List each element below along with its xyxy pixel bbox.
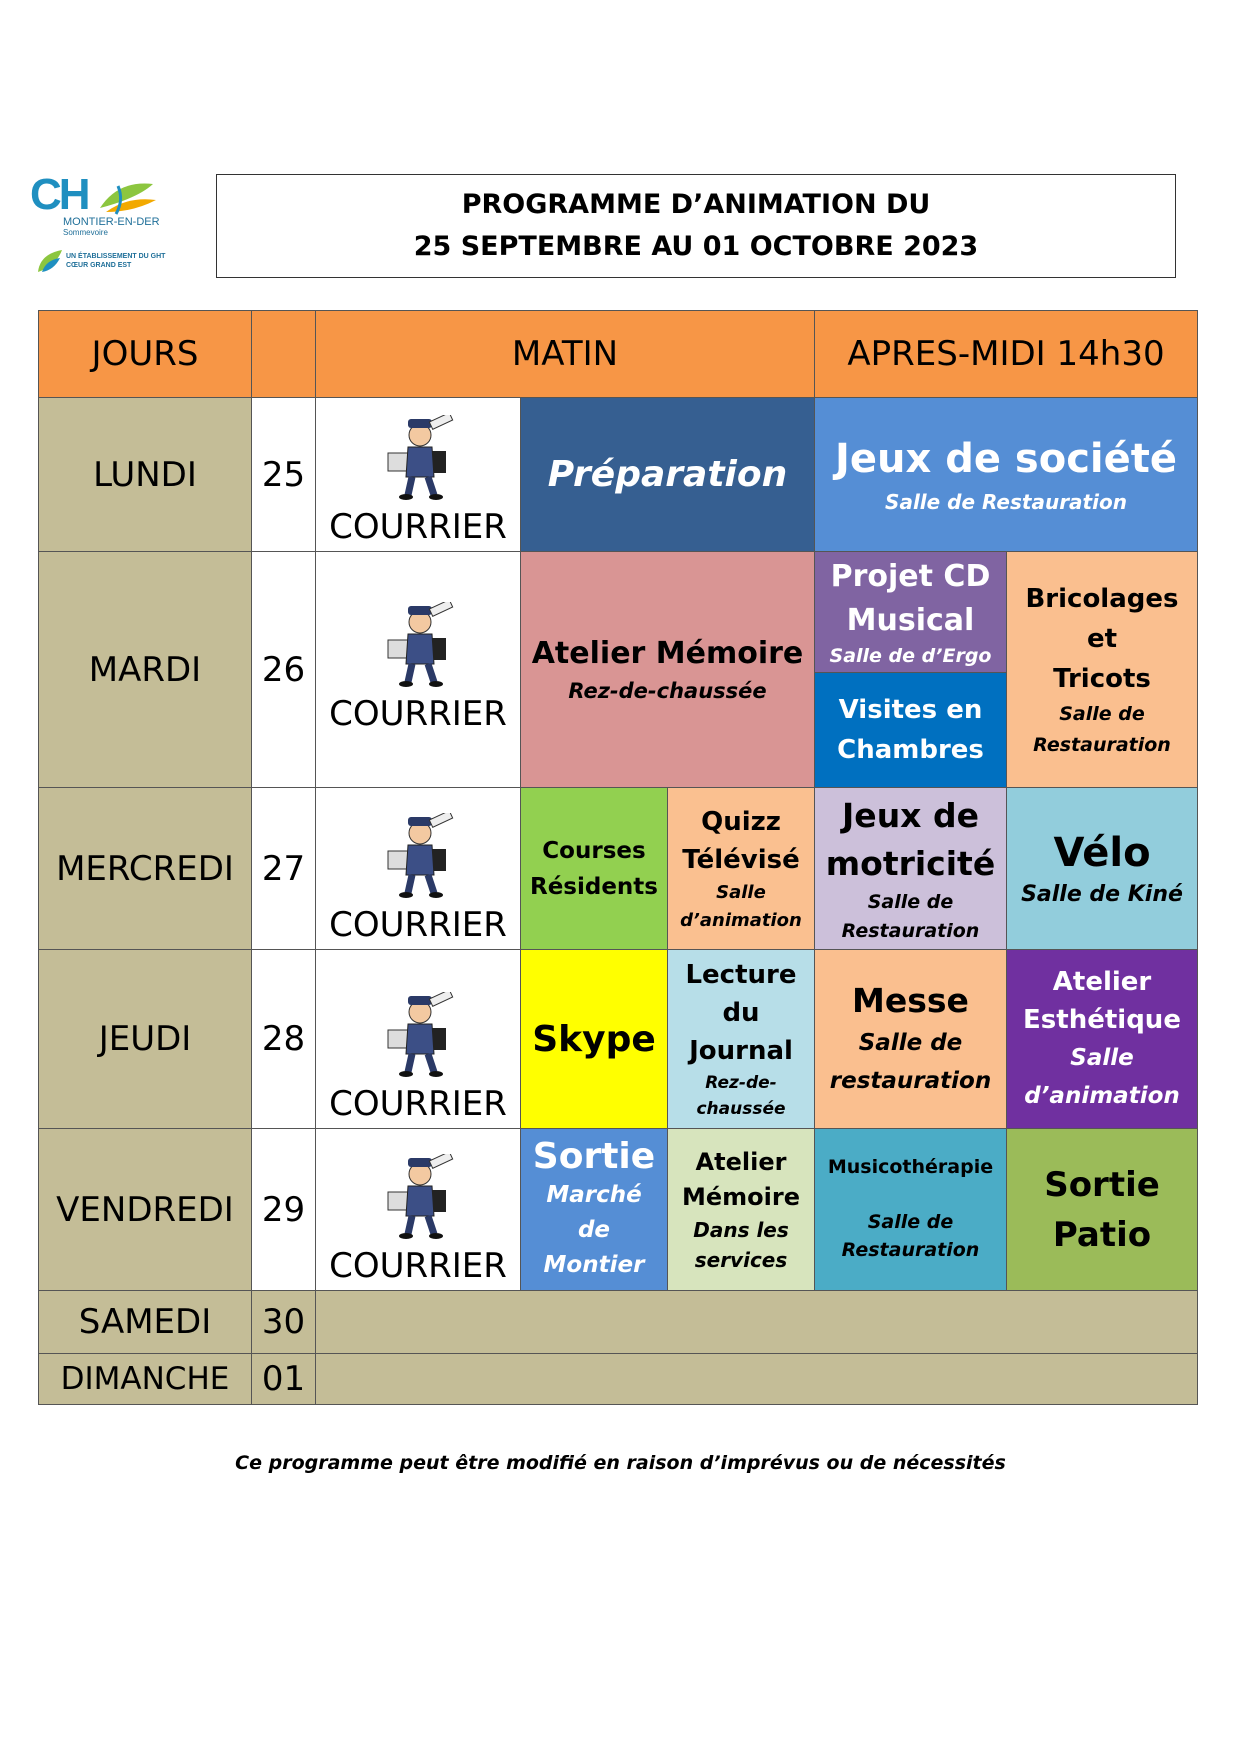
activity-title-1: Lecture [685, 960, 797, 990]
activity-place: Rez-de-chaussée [568, 679, 767, 703]
title-line-1: PROGRAMME D’ANIMATION DU [461, 189, 931, 220]
activity-sortie-patio [1006, 1128, 1198, 1291]
activity-place-1: Salle [1070, 1045, 1134, 1071]
day-label: JEUDI [38, 949, 252, 1129]
header-matin: MATIN [315, 310, 815, 398]
courrier-label: COURRIER [329, 905, 507, 945]
courrier-cell [315, 397, 521, 552]
activity-title-2: Chambres [837, 735, 984, 765]
activity-musicotherapie [814, 1128, 1007, 1291]
activity-title-1: Sortie [1044, 1164, 1160, 1205]
postman-icon [378, 992, 458, 1078]
activity-title: Sortie [532, 1136, 656, 1177]
activity-title-2: Télévisé [682, 844, 800, 875]
courrier-cell [315, 949, 521, 1129]
logo-town: MONTIER-EN-DER [63, 216, 160, 228]
postman-icon [378, 1154, 458, 1240]
day-number: 29 [251, 1128, 316, 1291]
empty-cell [315, 1353, 1198, 1405]
day-number: 28 [251, 949, 316, 1129]
logo-subtitle: Sommevoire [63, 228, 108, 237]
activity-title: Messe [852, 981, 969, 1020]
title-box [216, 174, 1176, 278]
activity-sortie-marche [520, 1128, 668, 1291]
activity-title: Musicothérapie [827, 1155, 994, 1178]
activity-lecture [667, 949, 815, 1129]
activity-title-2: Patio [1052, 1214, 1152, 1255]
activity-bricolages [1006, 551, 1198, 788]
day-number: 30 [251, 1290, 316, 1354]
activity-title-1: Courses [542, 837, 646, 864]
activity-jeux-societe [814, 397, 1198, 552]
day-label: LUNDI [38, 397, 252, 552]
leaf-icon [98, 178, 158, 218]
activity-place-2: d’animation [680, 909, 802, 931]
header-apres-midi: APRES-MIDI 14h30 [814, 310, 1198, 398]
activity-place-2: restauration [829, 1068, 992, 1094]
day-label: DIMANCHE [38, 1353, 252, 1405]
activity-title-2: Musical [846, 603, 975, 638]
activity-place-1: Salle de [858, 1030, 963, 1056]
day-label: MERCREDI [38, 787, 252, 950]
activity-place: Salle de Restauration [885, 489, 1127, 514]
activity-velo [1006, 787, 1198, 950]
header-jours: JOURS [38, 310, 252, 398]
day-number: 27 [251, 787, 316, 950]
activity-place: Salle de d’Ergo [829, 645, 992, 667]
courrier-label: COURRIER [329, 693, 507, 734]
activity-place-3: Montier [543, 1252, 645, 1278]
logo-ght-text: UN ÉTABLISSEMENT DU GHT CŒUR GRAND EST [66, 253, 166, 269]
activity-title: Jeux de société [835, 435, 1177, 482]
activity-place-2: Restauration [841, 919, 980, 942]
activity-title-2: et [1086, 623, 1118, 654]
postman-icon [378, 602, 458, 688]
activity-title-2: Mémoire [682, 1182, 800, 1211]
activity-place-2: Restauration [1033, 733, 1171, 756]
activity-title-1: Quizz [701, 806, 781, 837]
activity-title-2: motricité [825, 843, 996, 883]
activity-title-2: Esthétique [1023, 1005, 1181, 1035]
activity-skype [520, 949, 668, 1129]
title-line-2: 25 SEPTEMBRE AU 01 OCTOBRE 2023 [413, 231, 979, 262]
activity-title-3: Journal [689, 1036, 793, 1066]
day-number: 25 [251, 397, 316, 552]
day-label: VENDREDI [38, 1128, 252, 1291]
activity-messe [814, 949, 1007, 1129]
activity-title-1: Visites en [838, 695, 983, 725]
activity-title-2: du [722, 998, 760, 1028]
activity-place-2: de [577, 1217, 611, 1243]
activity-title: Préparation [547, 454, 788, 495]
activity-title-1: Bricolages [1025, 583, 1179, 614]
courrier-cell [315, 551, 521, 788]
activity-title: Vélo [1053, 830, 1151, 876]
activity-memoire-services [667, 1128, 815, 1291]
activity-place-1: Salle de [867, 1210, 954, 1233]
activity-title-1: Jeux de [842, 795, 979, 835]
activity-place-2: d’animation [1024, 1083, 1180, 1109]
courrier-cell [315, 1128, 521, 1291]
activity-place-2: Restauration [841, 1238, 980, 1261]
activity-place-1: Marché [546, 1182, 642, 1208]
activity-visites [814, 672, 1007, 788]
activity-projet-cd [814, 551, 1007, 673]
activity-place-1: Salle [716, 881, 766, 903]
activity-title-1: Atelier [695, 1147, 787, 1176]
activity-title-3: Tricots [1053, 663, 1151, 694]
activity-atelier-memoire [520, 551, 815, 788]
day-label: SAMEDI [38, 1290, 252, 1354]
postman-icon [378, 813, 458, 899]
header-num-blank [251, 310, 316, 398]
postman-icon [378, 415, 458, 501]
courrier-label: COURRIER [329, 507, 507, 547]
activity-title-1: Atelier [1052, 967, 1152, 997]
activity-title-1: Projet CD [830, 559, 991, 594]
activity-title: Skype [532, 1018, 656, 1060]
ght-leaf-icon [36, 248, 64, 274]
activity-place-1: Dans les [693, 1217, 789, 1242]
day-number: 26 [251, 551, 316, 788]
footer-note: Ce programme peut être modifié en raison d’imprévus ou de nécessités [235, 1452, 1006, 1474]
activity-esthetique [1006, 949, 1198, 1129]
activity-preparation [520, 397, 815, 552]
activity-place-2: chaussée [696, 1099, 786, 1119]
activity-place-1: Rez-de- [705, 1073, 777, 1093]
logo [28, 170, 178, 280]
courrier-cell [315, 787, 521, 950]
activity-place-2: services [694, 1247, 788, 1272]
activity-motricite [814, 787, 1007, 950]
logo-mark: CH [30, 170, 88, 219]
day-label: MARDI [38, 551, 252, 788]
activity-quizz [667, 787, 815, 950]
courrier-label: COURRIER [329, 1246, 507, 1286]
activity-title: Atelier Mémoire [531, 636, 804, 671]
activity-place: Salle de Kiné [1021, 882, 1183, 907]
empty-cell [315, 1290, 1198, 1354]
activity-place-1: Salle de [867, 890, 954, 913]
activity-courses [520, 787, 668, 950]
courrier-label: COURRIER [329, 1084, 507, 1124]
day-number: 01 [251, 1353, 316, 1405]
activity-title-2: Résidents [529, 873, 658, 900]
activity-place-1: Salle de [1059, 702, 1145, 725]
